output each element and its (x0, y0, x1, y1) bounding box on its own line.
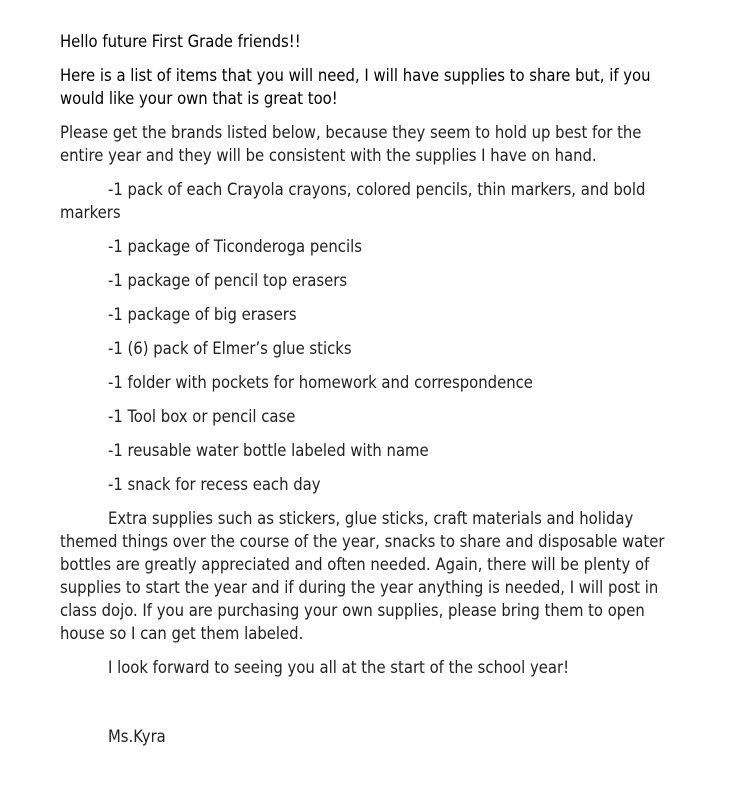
supply-item: -1 snack for recess each day (108, 475, 321, 494)
supply-item: -1 package of Ticonderoga pencils (108, 237, 362, 256)
signature: Ms.Kyra (108, 727, 166, 746)
supply-item: -1 (6) pack of Elmer’s glue sticks (108, 339, 352, 358)
closing-line: I look forward to seeing you all at the start of the school year! (108, 658, 570, 677)
supply-item: -1 pack of each Crayola crayons, colored pencils, thin markers, and bold markers (60, 180, 646, 222)
supply-item: -1 reusable water bottle labeled with name (108, 441, 429, 460)
supply-item: -1 package of pencil top erasers (108, 271, 348, 290)
supply-item: -1 package of big erasers (108, 305, 297, 324)
document-page (60, 30, 688, 748)
extra-supplies-paragraph: Extra supplies such as stickers, glue sticks, craft materials and holiday themed things over the course of the year, snacks to share and disposable water bottles are greatly appreciated and often needed. Again, there will be plenty of supplies to start the year and if during the year anything is needed, I will post in class dojo. If you are purchasing your own supplies, please bring them to open house so I can get them labeled. (60, 509, 665, 643)
intro-paragraph: Here is a list of items that you will need, I will have supplies to share but, if you would like your own that is great too! (60, 66, 651, 108)
supply-list (60, 178, 688, 496)
greeting: Hello future First Grade friends!! (60, 32, 301, 51)
brands-note-paragraph: Please get the brands listed below, because they seem to hold up best for the entire year and they will be consistent with the supplies I have on hand. (60, 123, 642, 165)
supply-item: -1 Tool box or pencil case (108, 407, 296, 426)
supply-item: -1 folder with pockets for homework and correspondence (108, 373, 533, 392)
